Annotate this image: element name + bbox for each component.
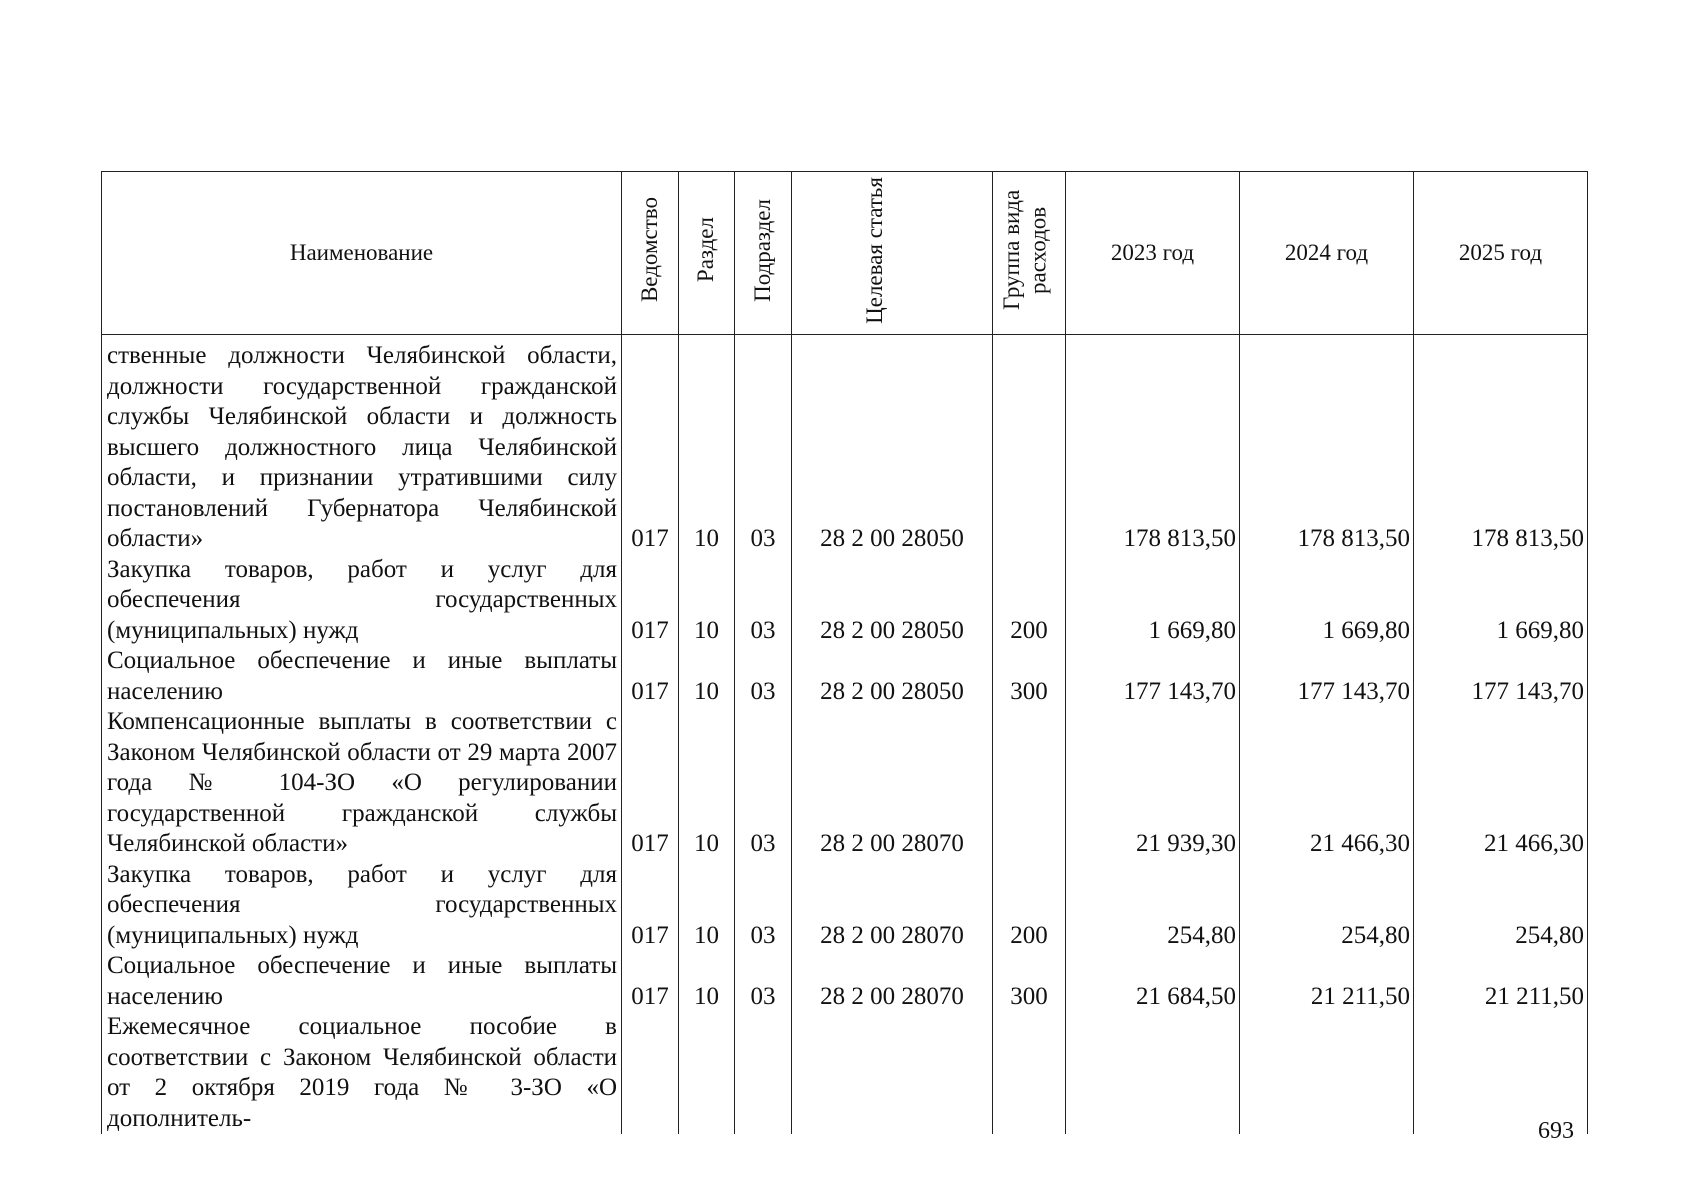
table-row (102, 646, 1588, 707)
cell-celevaya-statya: 28 2 00 28050 (792, 555, 993, 647)
cell-2023: 254,80 (1066, 860, 1240, 952)
cell-2023 (1066, 1012, 1240, 1134)
cell-celevaya-statya: 28 2 00 28070 (792, 951, 993, 1012)
cell-celevaya-statya: 28 2 00 28050 (792, 646, 993, 707)
cell-2023: 178 813,50 (1066, 335, 1240, 555)
cell-podrazdel: 03 (735, 707, 792, 860)
table-row (102, 860, 1588, 952)
header-2023: 2023 год (1066, 172, 1240, 335)
cell-razdel (679, 1012, 735, 1134)
cell-2025: 21 466,30 (1414, 707, 1588, 860)
cell-2025: 21 211,50 (1414, 951, 1588, 1012)
cell-2024: 1 669,80 (1240, 555, 1414, 647)
cell-name: Закупка товаров, работ и услуг для обеспечения государственных (муниципальных) нужд (102, 555, 622, 647)
cell-2024: 178 813,50 (1240, 335, 1414, 555)
table-row (102, 951, 1588, 1012)
table-row (102, 335, 1588, 555)
cell-podrazdel: 03 (735, 646, 792, 707)
cell-vedomstvo (622, 1012, 679, 1134)
cell-vedomstvo: 017 (622, 646, 679, 707)
cell-podrazdel (735, 1012, 792, 1134)
cell-name: Закупка товаров, работ и услуг для обеспечения государственных (муниципальных) нужд (102, 860, 622, 952)
cell-2024: 21 466,30 (1240, 707, 1414, 860)
cell-gruppa-vida-rashodov (993, 335, 1066, 555)
page-number: 693 (1538, 1118, 1574, 1144)
cell-celevaya-statya (792, 1012, 993, 1134)
cell-celevaya-statya: 28 2 00 28070 (792, 707, 993, 860)
cell-2024: 254,80 (1240, 860, 1414, 952)
cell-2023: 1 669,80 (1066, 555, 1240, 647)
cell-podrazdel: 03 (735, 951, 792, 1012)
table-row (102, 555, 1588, 647)
cell-razdel: 10 (679, 555, 735, 647)
header-razdel: Раздел (679, 172, 735, 335)
cell-vedomstvo: 017 (622, 335, 679, 555)
header-gruppa-vida-rashodov: Группа вида расходов (993, 172, 1066, 335)
cell-gruppa-vida-rashodov: 300 (993, 951, 1066, 1012)
cell-razdel: 10 (679, 646, 735, 707)
cell-2024 (1240, 1012, 1414, 1134)
cell-vedomstvo: 017 (622, 707, 679, 860)
header-podrazdel: Подраздел (735, 172, 792, 335)
table-row (102, 707, 1588, 860)
cell-vedomstvo: 017 (622, 555, 679, 647)
cell-gruppa-vida-rashodov: 200 (993, 555, 1066, 647)
cell-name: Ежемесячное социальное пособие в соответствии с Законом Челябинской области от 2 октября 2019 года № 3-ЗО «О дополнитель- (102, 1012, 622, 1134)
cell-2025: 177 143,70 (1414, 646, 1588, 707)
cell-2025: 254,80 (1414, 860, 1588, 952)
cell-2025: 178 813,50 (1414, 335, 1588, 555)
cell-name: Компенсационные выплаты в соответствии с Законом Челябинской области от 29 марта 2007 года № 104-ЗО «О регулировании государственной гражданской службы Челябинской области» (102, 707, 622, 860)
header-2024: 2024 год (1240, 172, 1414, 335)
table-header-row (102, 172, 1588, 335)
cell-razdel: 10 (679, 335, 735, 555)
cell-gruppa-vida-rashodov: 300 (993, 646, 1066, 707)
cell-celevaya-statya: 28 2 00 28050 (792, 335, 993, 555)
cell-razdel: 10 (679, 707, 735, 860)
cell-name: Социальное обеспечение и иные выплаты населению (102, 646, 622, 707)
table-row (102, 1012, 1588, 1134)
budget-table (101, 171, 1588, 1134)
cell-vedomstvo: 017 (622, 951, 679, 1012)
cell-2023: 21 684,50 (1066, 951, 1240, 1012)
cell-name: Социальное обеспечение и иные выплаты населению (102, 951, 622, 1012)
cell-2024: 177 143,70 (1240, 646, 1414, 707)
cell-razdel: 10 (679, 951, 735, 1012)
cell-podrazdel: 03 (735, 335, 792, 555)
header-vedomstvo: Ведомство (622, 172, 679, 335)
cell-2025: 1 669,80 (1414, 555, 1588, 647)
cell-2023: 177 143,70 (1066, 646, 1240, 707)
cell-gruppa-vida-rashodov (993, 707, 1066, 860)
cell-vedomstvo: 017 (622, 860, 679, 952)
cell-2025 (1414, 1012, 1588, 1134)
cell-gruppa-vida-rashodov (993, 1012, 1066, 1134)
cell-podrazdel: 03 (735, 860, 792, 952)
cell-name: ственные должности Челябинской области, должности государственной гражданской службы Челябинской области и должность высшего должностного лица Челябинской области, и признании утратившими силу постановлений Губернатора Челябинской области» (102, 335, 622, 555)
header-name: Наименование (102, 172, 622, 335)
table-body (102, 335, 1588, 1135)
header-celevaya-statya: Целевая статья (792, 172, 993, 335)
cell-gruppa-vida-rashodov: 200 (993, 860, 1066, 952)
cell-podrazdel: 03 (735, 555, 792, 647)
cell-celevaya-statya: 28 2 00 28070 (792, 860, 993, 952)
header-2025: 2025 год (1414, 172, 1588, 335)
cell-razdel: 10 (679, 860, 735, 952)
cell-2023: 21 939,30 (1066, 707, 1240, 860)
cell-2024: 21 211,50 (1240, 951, 1414, 1012)
